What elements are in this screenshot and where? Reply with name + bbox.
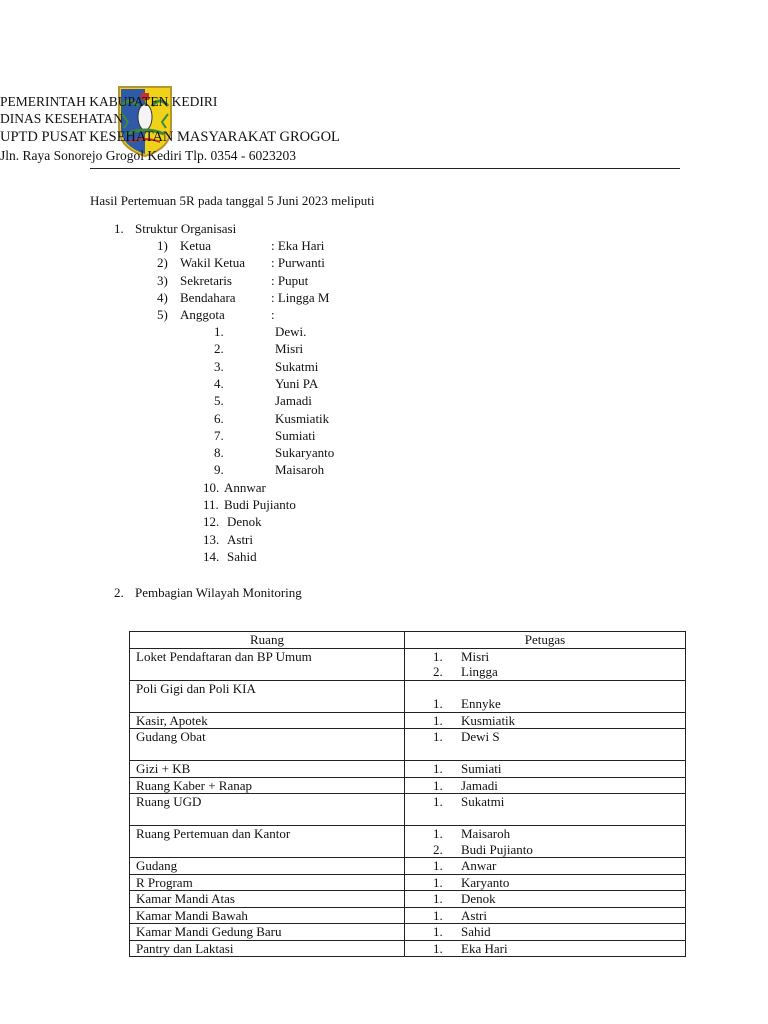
petugas-number: 1. — [433, 761, 443, 776]
petugas-name: Misri — [461, 648, 490, 664]
petugas-item — [411, 842, 679, 858]
petugas-number: 1. — [433, 729, 443, 744]
table-row — [130, 761, 686, 778]
petugas-cell — [405, 712, 686, 729]
member-name: Dewi. — [275, 324, 307, 339]
table-row — [130, 940, 686, 957]
table-row — [130, 777, 686, 794]
role-title: Ketua — [180, 238, 212, 253]
monitoring-table — [129, 631, 686, 957]
table-row — [130, 924, 686, 941]
member-number: 5. — [214, 393, 224, 409]
member-number: 6. — [214, 410, 224, 426]
petugas-name: Karyanto — [461, 874, 510, 890]
petugas-cell — [405, 680, 686, 712]
role-number: 3) — [157, 272, 168, 288]
petugas-cell — [405, 777, 686, 794]
member-name: Sahid — [227, 548, 257, 564]
petugas-item — [411, 875, 679, 891]
petugas-number: 1. — [433, 891, 443, 906]
petugas-cell — [405, 761, 686, 778]
petugas-cell — [405, 891, 686, 908]
ruang-cell: Loket Pendaftaran dan BP Umum — [130, 648, 405, 680]
table-row — [130, 826, 686, 858]
petugas-name: Maisaroh — [461, 826, 511, 841]
petugas-item — [411, 941, 679, 957]
member-number: 2. — [214, 341, 224, 357]
petugas-item — [411, 794, 679, 810]
petugas-number: 1. — [433, 924, 443, 939]
petugas-cell — [405, 924, 686, 941]
ruang-cell: Gudang — [130, 858, 405, 875]
letterhead-department: DINAS KESEHATAN — [0, 111, 124, 126]
member-name: Kusmiatik — [275, 410, 330, 426]
petugas-name: Astri — [461, 907, 487, 923]
table-row — [130, 680, 686, 712]
petugas-cell — [405, 907, 686, 924]
ruang-cell: Ruang Kaber + Ranap — [130, 777, 405, 794]
member-number: 3. — [214, 358, 224, 374]
header-ruang: Ruang — [130, 632, 405, 649]
member-name: Sukatmi — [275, 358, 319, 374]
member-name: Maisaroh — [275, 462, 325, 478]
petugas-cell — [405, 858, 686, 875]
petugas-name: Eka Hari — [461, 940, 508, 956]
petugas-item — [411, 924, 679, 940]
member-number: 7. — [214, 427, 224, 443]
table-row — [130, 858, 686, 875]
header-petugas: Petugas — [405, 632, 686, 649]
member-number: 14. — [203, 548, 220, 564]
petugas-number: 1. — [433, 907, 443, 923]
petugas-name: Sahid — [461, 924, 491, 939]
role-title: Wakil Ketua — [180, 255, 246, 271]
member-name: Budi Pujianto — [224, 497, 296, 512]
petugas-name: Kusmiatik — [461, 712, 516, 728]
petugas-cell — [405, 794, 686, 826]
petugas-item — [411, 729, 679, 745]
petugas-name: Dewi S — [461, 729, 500, 744]
table-row — [130, 907, 686, 924]
table-row — [130, 891, 686, 908]
petugas-number: 1. — [433, 696, 443, 711]
ruang-cell: R Program — [130, 874, 405, 891]
petugas-cell — [405, 940, 686, 957]
section-2-title: Pembagian Wilayah Monitoring — [135, 585, 302, 600]
table-row — [130, 729, 686, 761]
petugas-number: 2. — [433, 841, 443, 857]
petugas-cell — [405, 648, 686, 680]
member-number: 10. — [203, 479, 220, 495]
ruang-cell: Kamar Mandi Atas — [130, 891, 405, 908]
section-2-number: 2. — [114, 585, 124, 600]
petugas-name: Anwar — [461, 858, 497, 873]
role-title: Anggota — [180, 307, 225, 323]
petugas-name: Lingga — [461, 664, 498, 679]
letterhead-institution: UPTD PUSAT KESEHATAN MASYARAKAT GROGOL — [0, 129, 340, 145]
intro-text: Hasil Pertemuan 5R pada tanggal 5 Juni 2023 meliputi — [90, 193, 375, 208]
petugas-number: 1. — [433, 648, 443, 664]
member-name: Jamadi — [275, 393, 312, 409]
petugas-number: 1. — [433, 858, 443, 873]
table-header-row — [130, 632, 686, 649]
petugas-number: 1. — [433, 777, 443, 793]
role-value: : — [271, 307, 275, 323]
member-number: 9. — [214, 462, 224, 478]
ruang-cell: Ruang UGD — [130, 794, 405, 826]
member-name: Sumiati — [275, 427, 316, 443]
table-row — [130, 648, 686, 680]
petugas-cell — [405, 826, 686, 858]
role-title: Sekretaris — [180, 272, 232, 288]
letterhead-divider — [90, 168, 680, 169]
ruang-cell: Gudang Obat — [130, 729, 405, 761]
petugas-item — [411, 891, 679, 907]
role-number: 4) — [157, 289, 168, 305]
member-number: 1. — [214, 324, 224, 339]
role-value: : Eka Hari — [271, 238, 325, 253]
ruang-cell: Gizi + KB — [130, 761, 405, 778]
petugas-number: 1. — [433, 874, 443, 890]
ruang-cell: Poli Gigi dan Poli KIA — [130, 680, 405, 712]
member-name: Annwar — [224, 479, 266, 495]
table-row — [130, 874, 686, 891]
member-number: 8. — [214, 445, 224, 461]
section-1-number: 1. — [114, 221, 124, 236]
petugas-number: 1. — [433, 712, 443, 728]
petugas-item — [411, 858, 679, 874]
member-name: Misri — [275, 341, 304, 357]
petugas-item — [411, 696, 679, 712]
petugas-item — [411, 761, 679, 777]
ruang-cell: Kamar Mandi Bawah — [130, 907, 405, 924]
petugas-item — [411, 826, 679, 842]
role-number: 5) — [157, 307, 168, 323]
member-number: 4. — [214, 375, 224, 391]
petugas-name: Ennyke — [461, 696, 501, 711]
ruang-cell: Kasir, Apotek — [130, 712, 405, 729]
table-row — [130, 712, 686, 729]
petugas-number: 2. — [433, 664, 443, 679]
role-value: : Purwanti — [271, 255, 325, 271]
petugas-name: Denok — [461, 891, 496, 906]
petugas-name: Jamadi — [461, 777, 498, 793]
role-title: Bendahara — [180, 289, 236, 305]
member-name: Astri — [227, 531, 253, 547]
petugas-item — [411, 649, 679, 665]
member-name: Denok — [227, 514, 262, 530]
petugas-item — [411, 778, 679, 794]
petugas-number: 1. — [433, 940, 443, 956]
member-number: 13. — [203, 531, 220, 547]
role-number: 1) — [157, 238, 168, 253]
role-value: : Lingga M — [271, 289, 330, 305]
petugas-item — [411, 908, 679, 924]
petugas-cell — [405, 729, 686, 761]
petugas-name: Sumiati — [461, 761, 502, 776]
member-number: 12. — [203, 514, 220, 530]
petugas-number: 1. — [433, 794, 443, 809]
ruang-cell: Pantry dan Laktasi — [130, 940, 405, 957]
member-name: Sukaryanto — [275, 445, 335, 461]
petugas-item — [411, 713, 679, 729]
member-name: Yuni PA — [275, 375, 319, 391]
petugas-item — [411, 664, 679, 680]
role-number: 2) — [157, 255, 168, 271]
ruang-cell: Ruang Pertemuan dan Kantor — [130, 826, 405, 858]
table-row — [130, 794, 686, 826]
section-1-title: Struktur Organisasi — [135, 221, 237, 236]
member-number: 11. — [203, 497, 219, 512]
petugas-name: Budi Pujianto — [461, 841, 533, 857]
letterhead-address: Jln. Raya Sonorejo Grogol Kediri Tlp. 0354 - 6023203 — [0, 148, 296, 163]
role-value: : Puput — [271, 272, 309, 288]
petugas-number: 1. — [433, 826, 443, 841]
petugas-cell — [405, 874, 686, 891]
letterhead-government: PEMERINTAH KABUPATEN KEDIRI — [0, 94, 218, 109]
ruang-cell: Kamar Mandi Gedung Baru — [130, 924, 405, 941]
petugas-name: Sukatmi — [461, 794, 505, 809]
